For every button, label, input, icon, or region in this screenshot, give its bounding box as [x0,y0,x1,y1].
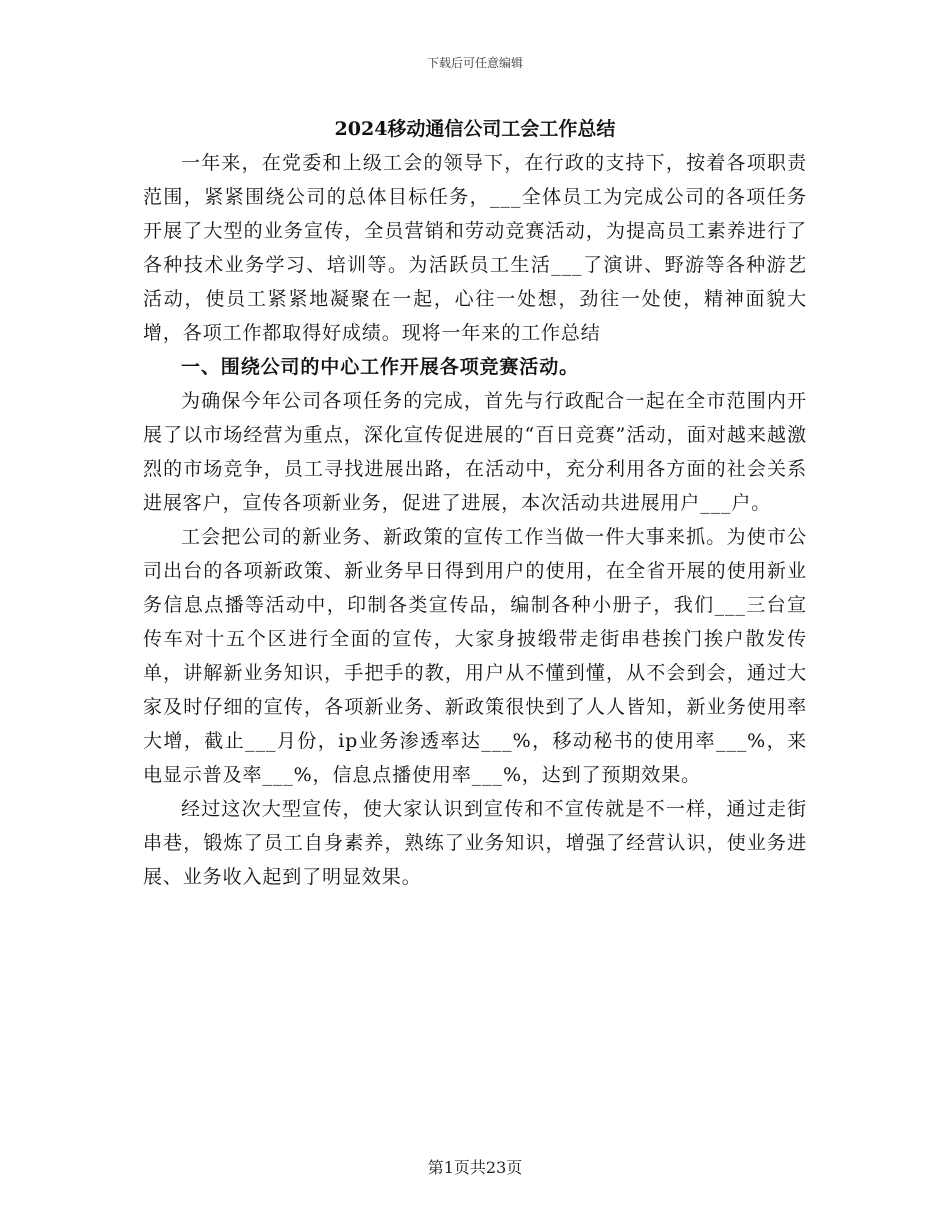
paragraph-effect: 经过这次大型宣传，使大家认识到宣传和不宣传就是不一样，通过走街串巷，锻炼了员工自身素养，熟练了业务知识，增强了经营认识，使业务进展、业务收入起到了明显效果。 [143,798,807,888]
paragraph-competition: 为确保今年公司各项任务的完成，首先与行政配合一起在全市范围内开展了以市场经营为重点，深化宣传促进展的“百日竞赛”活动，面对越来越激烈的市场竞争，员工寻找进展出路，在活动中，充分利用各方面的社会关系进展客户，宣传各项新业务，促进了进展，本次活动共进展用户___户。 [143,390,807,514]
page-footer: 第1页共23页 [427,1158,523,1177]
document-body [143,146,807,894]
header-note: 下载后可任意编辑 [426,56,523,70]
paragraph-promotion: 工会把公司的新业务、新政策的宣传工作当做一件大事来抓。为使市公司出台的各项新政策、新业务早日得到用户的使用，在全省开展的使用新业务信息点播等活动中，印制各类宣传品，编制各种小册子，我们___三台宣传车对十五个区进行全面的宣传，大家身披缎带走街串巷挨门挨户散发传单，讲解新业务知识，手把手的教，用户从不懂到懂，从不会到会，通过大家及时仔细的宣传，各项新业务、新政策很快到了人人皆知，新业务使用率大增，截止___月份，ip业务渗透率达___%，移动秘书的使用率___%，来电显示普及率___%，信息点播使用率___%，达到了预期效果。 [143,526,807,786]
section-heading-1: 一、围绕公司的中心工作开展各项竞赛活动。 [181,356,580,378]
paragraph-intro: 一年来，在党委和上级工会的领导下，在行政的支持下，按着各项职责范围，紧紧围绕公司的总体目标任务，___全体员工为完成公司的各项任务开展了大型的业务宣传，全员营销和劳动竞赛活动，为提高员工素养进行了各种技术业务学习、培训等。为活跃员工生活___了演讲、野游等各种游艺活动，使员工紧紧地凝聚在一起，心往一处想，劲往一处使，精神面貌大增，各项工作都取得好成绩。现将一年来的工作总结 [143,152,807,344]
document-title: 2024移动通信公司工会工作总结 [334,118,616,140]
